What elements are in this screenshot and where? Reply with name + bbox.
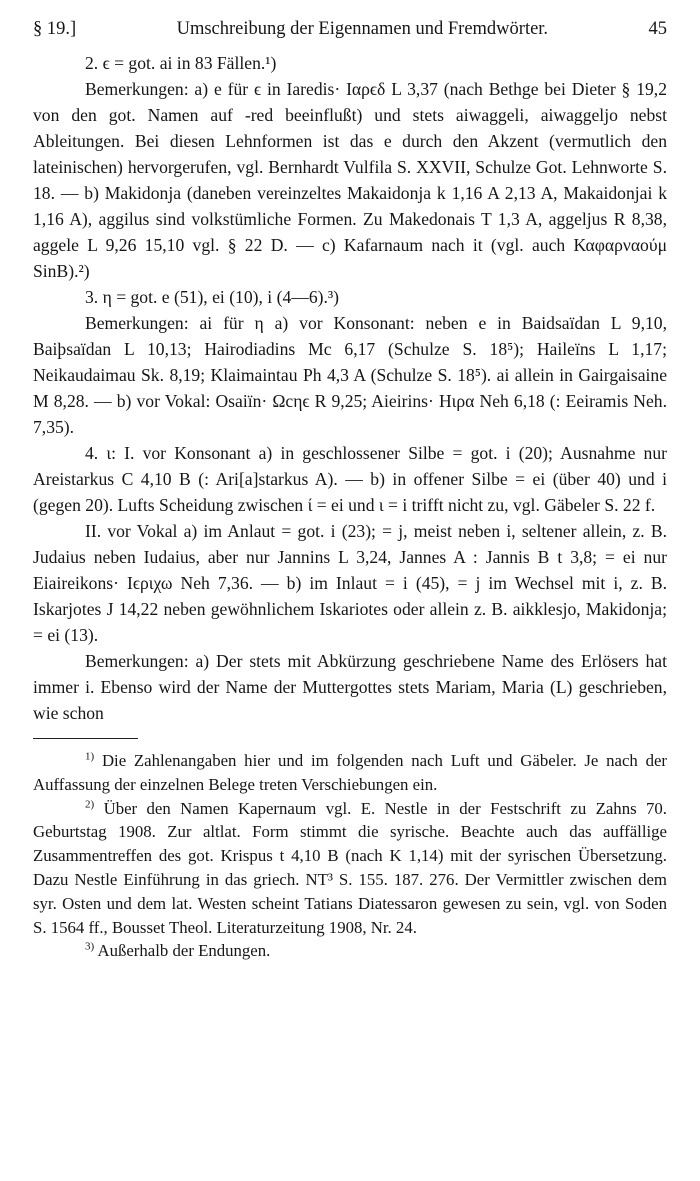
paragraph-remarks-iota: Bemerkungen: a) Der stets mit Abkürzung geschriebene Name des Erlösers hat immer i. Ebenso wird der Name der Muttergottes stets Mariam, Maria (L) geschrieben, wie schon (33, 651, 667, 723)
section-ref: § 19.] (33, 19, 77, 39)
footnote-text: Die Zahlenangaben hier und im folgenden nach Luft und Gäbeler. Je nach der Auffassung der einzelnen Belege treten Verschiebungen ein. (33, 751, 667, 794)
paragraph-item-3: 3. η = got. e (51), ei (10), i (4—6).³) (85, 287, 340, 307)
paragraph-item-4-ii: II. vor Vokal a) im Anlaut = got. i (23); = j, meist neben i, seltener allein, z. B. Judaius neben Iudaius, aber nur Jannins L 3,24, Jannes A : Jannis B t 3,8; = ei nur Eiaireikons· Ιϵριχω Neh 7,36. — b) im Inlaut = i (45), = j im Wechsel mit i, z. B. Iskarjotes J 14,22 neben gewöhnlichem Iskariotes oder allein z. B. aikklesjo, Makidonja; = ei (13). (33, 521, 667, 645)
running-header (33, 14, 667, 44)
footnote-text: Über den Namen Kapernaum vgl. E. Nestle in der Festschrift zu Zahns 70. Geburtstag 1908. Zur altlat. Form stimmt die syrische. Beachte auch das auffällige Zusammentreffen des got. Krispus t 4,10 B (nach K 1,14) mit der syrischen Übersetzung. Dazu Nestle Einführung in das griech. NT³ S. 155. 187. 276. Der Vermittler zwischen dem syr. Osten und dem lat. Westen scheint Tatians Diatessaron gewesen zu sein, vgl. von Soden S. 1564 ff., Bousset Theol. Literaturzeitung 1908, Nr. 24. (33, 798, 667, 937)
paragraph-item-4: 4. ι: I. vor Konsonant a) in geschlossener Silbe = got. i (20); Ausnahme nur Areistarkus C 4,10 B (: Ari[a]starkus A). — b) in offener Silbe = ei (über 40) und i (gegen 20). Lufts Scheidung zwischen ί = ei und ι = i trifft nicht zu, vgl. Gäbeler S. 22 f. (33, 443, 667, 515)
footnote-2 (33, 797, 667, 940)
footnote-text: Außerhalb der Endungen. (97, 941, 271, 961)
paragraph-remarks-eta: Bemerkungen: ai für η a) vor Konsonant: neben e in Baidsaïdan L 9,10, Baiþsaïdan L 10,13; Hairodiadins Mc 6,17 (Schulze S. 18⁵); Haileïns L 1,17; Neikaudaimau Sk. 8,19; Klaimaintau Ph 4,3 A (Schulze S. 18⁵). ai allein in Gairgaisaine M 8,28. — b) vor Vokal: Osaiïn· Ωcηϵ R 9,25; Aieirins· Ηιρα Neh 6,18 (: Eeiramis Neh. 7,35). (33, 313, 667, 437)
paragraph-item-2: 2. ϵ = got. ai in 83 Fällen.¹) (85, 53, 277, 73)
footnote-1 (33, 749, 667, 797)
footnote-3 (33, 939, 667, 963)
footnote-marker: 1) (85, 750, 95, 763)
document-page (33, 14, 667, 963)
paragraph-remarks-epsilon: Bemerkungen: a) e für ϵ in Iaredis· Iαρϵδ L 3,37 (nach Bethge bei Dieter § 19,2 von den got. Namen auf -red beeinflußt) und stets aiwaggeli, aiwaggeljo nebst Ableitungen. Bei diesen Lehnformen ist das e durch den Akzent (vermutlich den lateinischen) hervorgerufen, vgl. Bernhardt Vulfila S. XXVII, Schulze Got. Lehnworte S. 18. — b) Makidonja (daneben vereinzeltes Makaidonja k 1,16 A 2,13 A, Makaidonjai k 1,16 A), aggilus sind volkstümliche Formen. Zu Makedonais T 1,3 A, aggeljus R 8,38, aggele L 9,26 15,10 vgl. § 22 D. — c) Kafarnaum nach it (vgl. auch Καφαρναούμ SinB).²) (33, 79, 667, 281)
footnote-marker: 2) (85, 798, 95, 810)
footnote-divider (33, 738, 138, 739)
header-title: Umschreibung der Eigennamen und Fremdwörter. (176, 19, 549, 39)
main-text (33, 50, 667, 726)
footnote-marker: 3) (85, 940, 95, 953)
page-number: 45 (648, 19, 667, 39)
footnotes (33, 749, 667, 963)
